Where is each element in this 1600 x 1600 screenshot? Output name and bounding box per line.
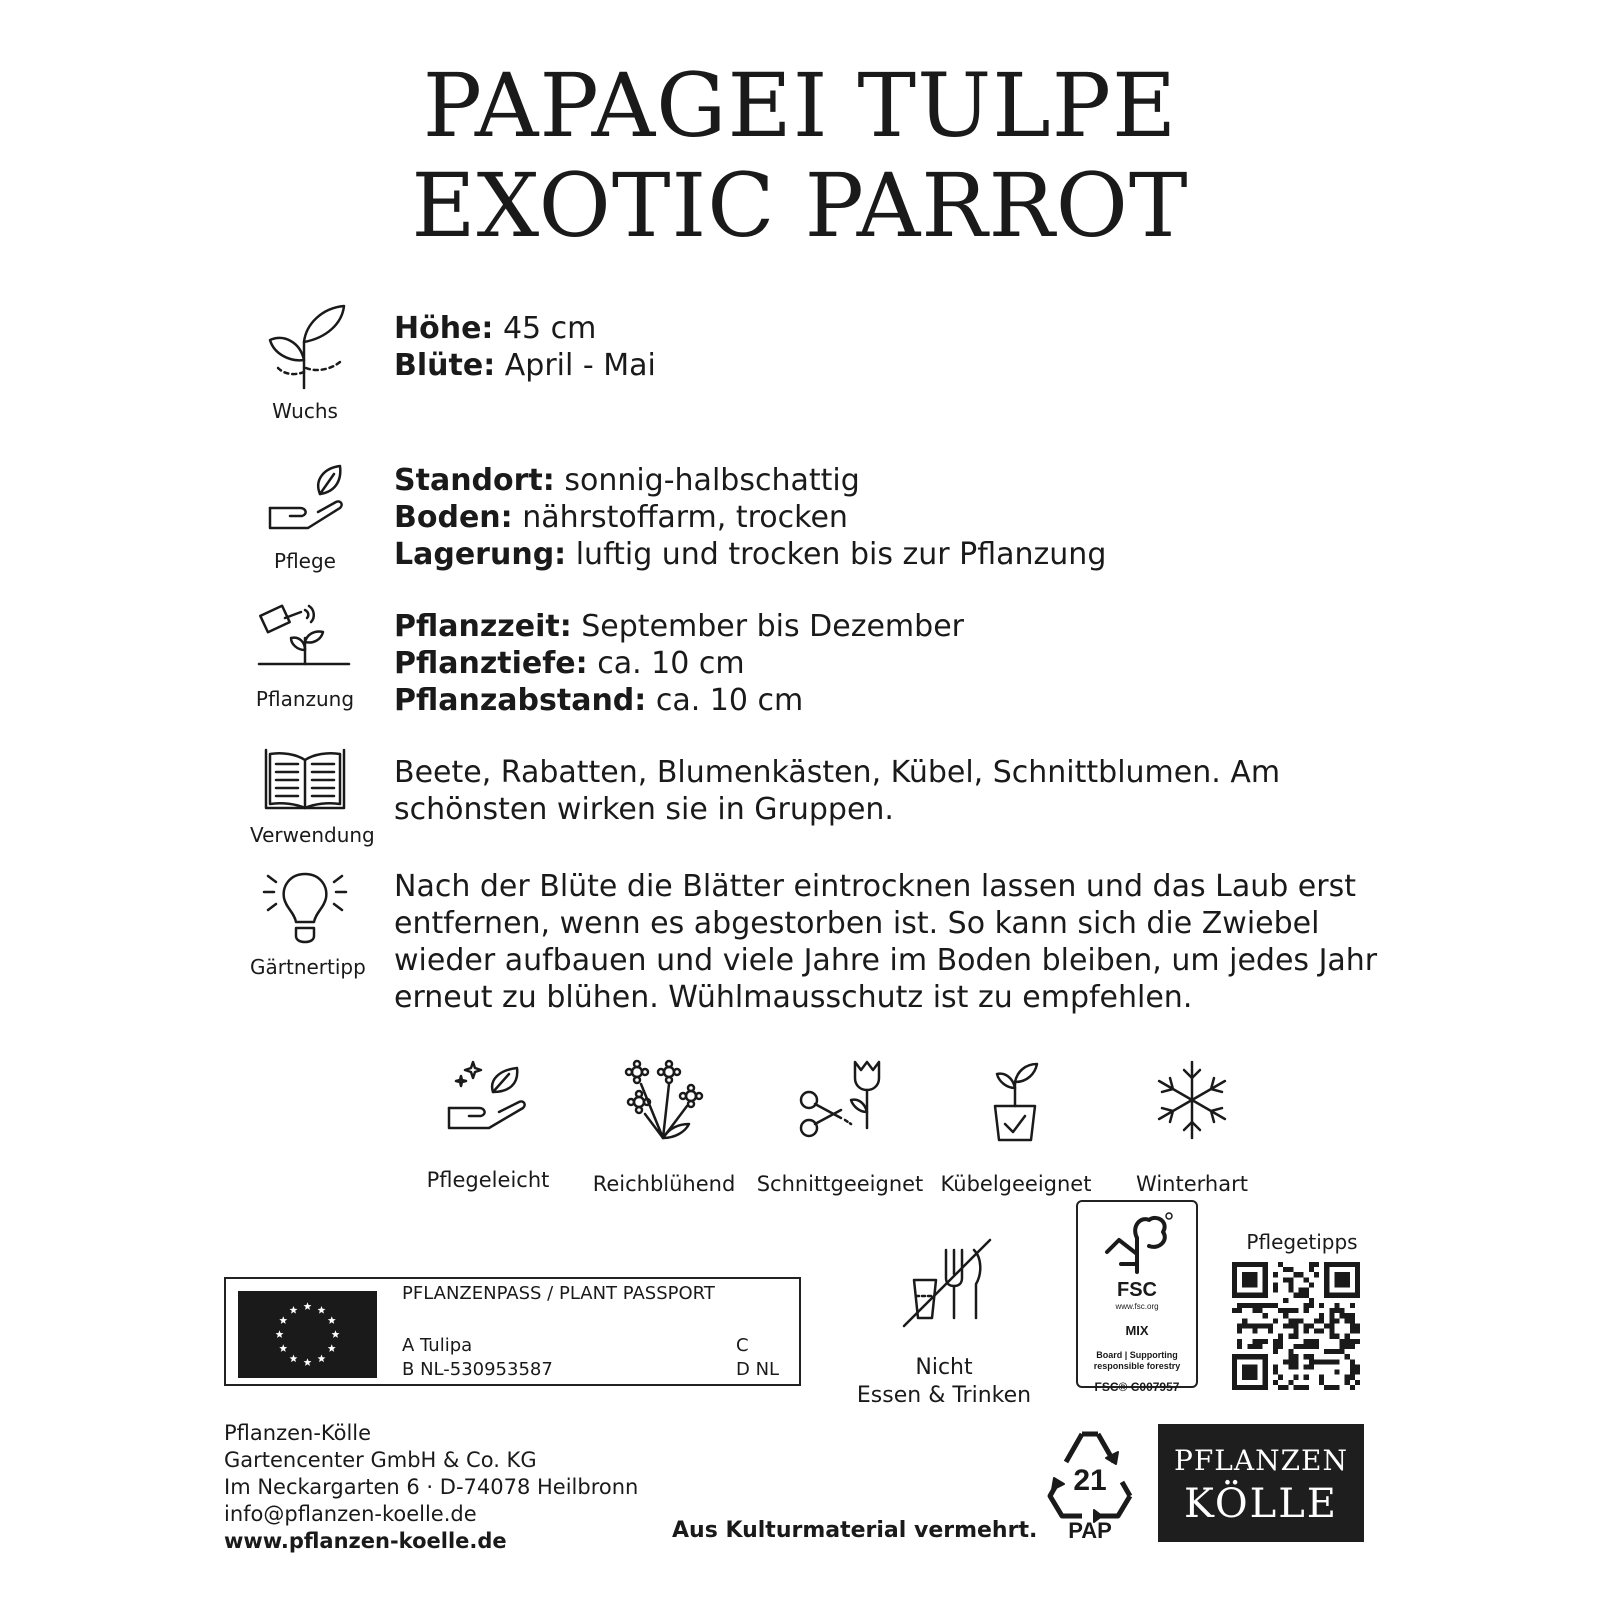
fsc-code: FSC® C007957 [1094, 1380, 1180, 1394]
wuchs-icon-block [250, 302, 360, 424]
passport-d: D NL [736, 1359, 780, 1380]
company-website[interactable]: www.pflanzen-koelle.de [224, 1529, 507, 1553]
wuchs-label: Wuchs [272, 399, 338, 423]
feature-label-schnittgeeignet: Schnittgeeignet [756, 1172, 924, 1196]
product-title-line1: PAPAGEI TULPE [422, 54, 1178, 157]
product-title-line2: EXOTIC PARROT [411, 154, 1189, 257]
verwendung-line-1: Beete, Rabatten, Blumenkästen, Kübel, Schnittblumen. Am [394, 755, 1281, 790]
company-name: Pflanzen-Kölle [224, 1421, 372, 1445]
scissors-tulip-icon [795, 1058, 885, 1142]
eu-flag-icon [238, 1291, 377, 1378]
feature-label-reichbluehend: Reichblühend [592, 1172, 736, 1196]
tipp-line-1: Nach der Blüte die Blätter eintrocknen lassen und das Laub erst [394, 869, 1356, 904]
eu-star [318, 1306, 326, 1314]
qr-title: Pflegetipps [1246, 1230, 1358, 1254]
eu-star [318, 1355, 326, 1363]
eu-star [290, 1355, 298, 1363]
hand-leaf-sparkle-icon [443, 1058, 533, 1138]
company-legal: Gartencenter GmbH & Co. KG [224, 1448, 537, 1472]
company-email[interactable]: info@pflanzen-koelle.de [224, 1502, 477, 1526]
tipp-line-4: erneut zu blühen. Wühlmausschutz ist zu empfehlen. [394, 980, 1193, 1015]
hand-leaf-icon [260, 462, 350, 542]
eu-stars [238, 1291, 377, 1378]
passport-c: C [736, 1335, 749, 1356]
feature-winterhart [1102, 1058, 1282, 1196]
gaertnertipp-icon-block [250, 868, 366, 980]
pflanzung-text [394, 608, 1354, 719]
passport-a: A Tulipa [402, 1335, 473, 1356]
pflanzung-icon-block [250, 598, 360, 712]
recycling-code: PAP [1068, 1518, 1112, 1543]
sprout-icon [260, 302, 350, 392]
info-line-pflanzzeit: Pflanzzeit: September bis Dezember [394, 609, 964, 644]
fsc-tree-icon [1097, 1210, 1177, 1276]
eu-star [279, 1316, 287, 1324]
wuchs-text [394, 310, 1354, 384]
info-line-pflanztiefe: Pflanztiefe: ca. 10 cm [394, 646, 745, 681]
verwendung-text [394, 754, 1354, 828]
passport-title: PFLANZENPASS / PLANT PASSPORT [402, 1283, 715, 1304]
no-eat-drink-warning [854, 1234, 1034, 1410]
watering-can-seedling-icon [257, 598, 353, 680]
qr-code[interactable] [1232, 1262, 1360, 1390]
company-street: Im Neckargarten 6 · D-74078 Heilbronn [224, 1475, 639, 1499]
brand-line1: PFLANZEN [1174, 1444, 1348, 1477]
info-line-hoehe: Höhe: 45 cm [394, 311, 597, 346]
brand-line2: KÖLLE [1184, 1481, 1338, 1527]
info-line-pflanzabstand: Pflanzabstand: ca. 10 cm [394, 683, 804, 718]
passport-b: B NL-530953587 [402, 1359, 553, 1380]
pflege-label: Pflege [274, 549, 336, 573]
fsc-url: www.fsc.org [1115, 1302, 1159, 1311]
flower-bunch-icon [619, 1058, 709, 1142]
fsc-name: FSC [1117, 1279, 1157, 1301]
no-eat-drink-icon [894, 1234, 994, 1334]
recycling-number: 21 [1073, 1464, 1107, 1497]
eu-star [304, 1302, 312, 1310]
info-line-lagerung: Lagerung: luftig und trocken bis zur Pflanzung [394, 537, 1107, 572]
eu-star [332, 1330, 340, 1338]
gaertnertipp-text [394, 868, 1378, 1016]
tipp-line-3: wieder aufbauen und viele Jahre im Boden bleiben, um jedes Jahr [394, 943, 1378, 978]
company-address [224, 1420, 638, 1555]
eu-star [328, 1344, 336, 1352]
verwendung-line-2: schönsten wirken sie in Gruppen. [394, 792, 894, 827]
no-eat-line1: Nicht [915, 1355, 973, 1380]
no-eat-line2: Essen & Trinken [856, 1383, 1032, 1408]
info-line-boden: Boden: nährstoffarm, trocken [394, 500, 848, 535]
feature-schnittgeeignet [750, 1058, 930, 1196]
fsc-mix: MIX [1125, 1323, 1149, 1338]
cultivation-note: Aus Kulturmaterial vermehrt. [672, 1518, 1038, 1543]
eu-star [328, 1316, 336, 1324]
eu-star [279, 1344, 287, 1352]
info-line-standort: Standort: sonnig-halbschattig [394, 463, 860, 498]
pflanzung-label: Pflanzung [255, 687, 355, 711]
eu-star [304, 1358, 312, 1366]
feature-label-winterhart: Winterhart [1136, 1172, 1248, 1196]
feature-kuebelgeeignet [926, 1058, 1106, 1196]
snowflake-icon [1150, 1058, 1234, 1142]
pflege-text [394, 462, 1354, 573]
fsc-label [1076, 1200, 1198, 1394]
verwendung-label: Verwendung [250, 823, 375, 847]
gaertnertipp-label: Gärtnertipp [250, 955, 366, 979]
feature-label-pflegeleicht: Pflegeleicht [426, 1168, 550, 1192]
plant-passport [224, 1277, 801, 1386]
feature-reichbluehend [574, 1058, 754, 1196]
verwendung-icon-block [250, 746, 375, 848]
feature-label-kuebelgeeignet: Kübelgeeignet [940, 1172, 1092, 1196]
pflege-icon-block [250, 462, 360, 574]
potted-plant-icon [971, 1058, 1061, 1142]
info-line-bluete: Blüte: April - Mai [394, 348, 656, 383]
feature-pflegeleicht [398, 1058, 578, 1192]
eu-star [290, 1306, 298, 1314]
brand-logo [1158, 1424, 1364, 1542]
lightbulb-icon [260, 868, 350, 948]
eu-star [276, 1330, 284, 1338]
open-book-icon [262, 746, 348, 816]
fsc-desc: Board | Supporting responsible forestry [1093, 1350, 1181, 1371]
tipp-line-2: entfernen, wenn es abgestorben ist. So kann sich die Zwiebel [394, 906, 1320, 941]
